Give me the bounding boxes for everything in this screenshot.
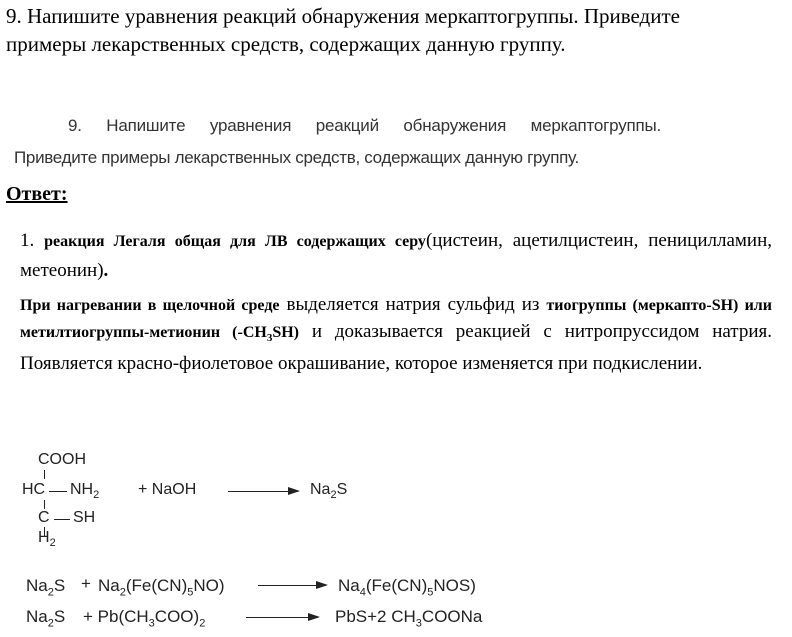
list-number: 1. [20, 230, 35, 251]
eq3-reactant-1: $Na_2S$ [26, 607, 66, 630]
text-part-2: и доказывается реакцией с нитропруссидом натрия. Появляется красно-фиолетовое окрашивание, которое изменяется при подкислении. [20, 321, 772, 375]
group-names: тиогруппы (меркапто-SH) или метилтиогруппы-метионин $(-CH_3SH)$ [20, 297, 772, 345]
reaction-arrow-3 [246, 617, 318, 618]
eq2-reactant-1: $Na_2S$ [26, 576, 66, 599]
question-line-2: примеры лекарственных средств, содержащих данную группу. [6, 32, 566, 56]
question-image-line-1: 9. Напишите уравнения реакций обнаружения меркаптогруппы. [68, 116, 662, 135]
answer-label: Ответ: [6, 183, 68, 205]
naoh-reagent: + NaOH [138, 481, 197, 498]
legal-reaction-title: реакция Легаля общая для ЛВ содержащих серу [44, 233, 426, 250]
na2s-product: $Na_2S$ [310, 481, 348, 502]
question-image-line-2: Приведите примеры лекарственных средств, содержащих данную группу. [14, 148, 579, 167]
sh-group: SH [73, 509, 96, 526]
c-atom: C [38, 509, 50, 526]
hc-atom: HC [22, 481, 46, 498]
eq3-product: PbS+2 $CH_3COONa$ [335, 607, 483, 630]
period: . [103, 260, 109, 281]
eq2-product: $Na_4(Fe(CN)_5NOS)$ [338, 576, 476, 599]
drug-list: (цистеин, ацетилцистеин, пеницилламин, метеонин) [20, 230, 773, 281]
question-line-1: 9. Напишите уравнения реакций обнаружения меркаптогруппы. Приведите [6, 4, 680, 28]
nh2-group: $NH_2$ [70, 481, 100, 502]
h2-group: $H_2$ [38, 529, 56, 550]
condition-text: При нагревании в щелочной среде [20, 297, 280, 314]
eq2-reactant-2: $Na_2(Fe(CN)_5NO)$ [98, 576, 225, 599]
eq2-plus: + [81, 574, 91, 593]
text-part-1: выделяется натрия сульфид из [279, 294, 547, 315]
cooh-group: COOH [38, 451, 86, 468]
eq3-reactant-2: + $Pb(CH_3COO)_2$ [83, 607, 206, 630]
